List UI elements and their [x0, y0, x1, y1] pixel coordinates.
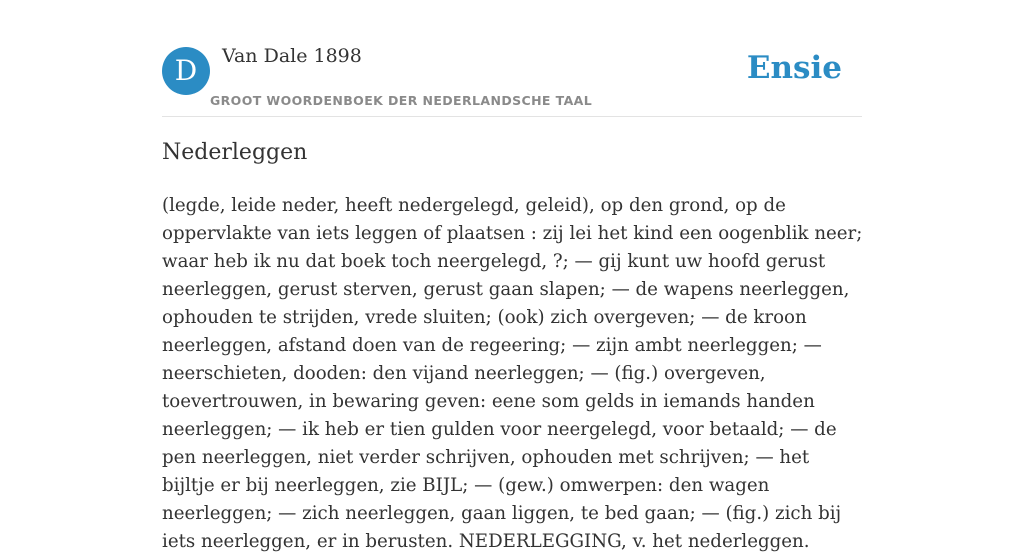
brand-logo-link[interactable]: Ensie	[746, 50, 842, 86]
entry-definition: (legde, leide neder, heeft nedergelegd, geleid), op den grond, op de oppervlakte van iets leggen of plaatsen : zij lei het kind een oogenblik neer; waar heb ik nu dat boek toch neergelegd, ?; — gij kunt uw hoofd gerust neerleggen, gerust sterven, gerust gaan slapen; — de wapens neerleggen, ophouden te strijden, vrede sluiten; (ook) zich overgeven; — de kroon neerleggen, afstand doen van de regeering; — zijn ambt neerleggen; — neerschieten, dooden: den vijand neerleggen; — (fig.) overgeven, toevertrouwen, in bewaring geven: eene som gelds in iemands handen neerleggen; — ik heb er tien gulden voor neergelegd, voor betaald; — de pen neerleggen, niet verder schrijven, ophouden met schrijven; — het bijltje er bij neerleggen, zie BIJL; — (gew.) omwerpen: den wagen neerleggen; — zich neerleggen, gaan liggen, te bed gaan; — (fig.) zich bij iets neerleggen, er in berusten. NEDERLEGGING, v. het nederleggen.	[162, 195, 863, 552]
dictionary-header	[162, 0, 862, 117]
dictionary-title[interactable]: Van Dale 1898	[222, 45, 362, 67]
dictionary-badge-icon: D	[162, 47, 210, 95]
entry-headword: Nederleggen	[162, 140, 308, 165]
page	[162, 0, 863, 552]
dictionary-subtitle: GROOT WOORDENBOEK DER NEDERLANDSCHE TAAL	[210, 93, 593, 108]
